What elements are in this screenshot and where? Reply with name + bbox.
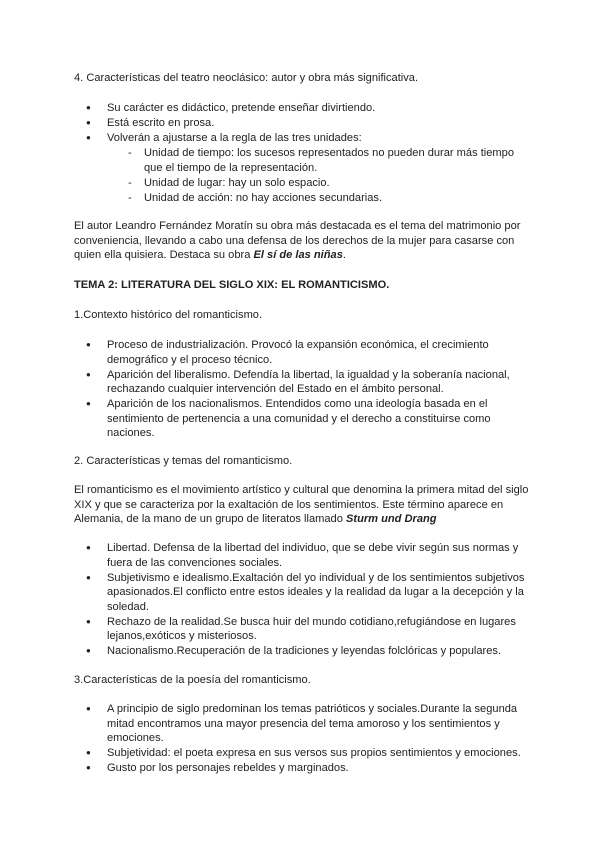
list-item: ● Aparición de los nacionalismos. Entendidos como una ideología basada en el sentimiento de pertenencia a una comunidad y el derecho a constituirse como naciones. [84,397,530,441]
list-item: ● A principio de siglo predominan los temas patrióticos y sociales.Durante la segunda mitad encontramos una mayor presencia del tema amoroso y los sentimientos y emociones. [84,702,530,746]
list-item: ● Rechazo de la realidad.Se busca huir del mundo cotidiano,refugiándose en lugares lejanos,exóticos y misteriosos. [84,615,530,644]
characteristics-intro [74,483,530,527]
list-item: ● Aparición del liberalismo. Defendía la libertad, la igualdad y la soberanía nacional, rechazando cualquier intervención del Estado en el ámbito personal. [84,368,530,397]
list-item: ● Subjetividad: el poeta expresa en sus versos sus propios sentimientos y emociones. [84,746,530,761]
list-item: ● Proceso de industrialización. Provocó la expansión económica, el crecimiento demográfico y el proceso técnico. [84,338,530,367]
list-item: - Unidad de lugar: hay un solo espacio. [128,176,530,191]
list-item: ● Nacionalismo.Recuperación de la tradiciones y leyendas folclóricas y populares. [84,644,530,659]
author-paragraph-text: El autor Leandro Fernández Moratín su obra más destacada es el tema del matrimonio por conveniencia, llevando a cabo una defensa de los derechos de la mujer para casarse con quien ella quisiera. Destaca su obra [74,220,521,261]
poetry-bullet-list [84,702,530,776]
poetry-heading: 3.Características de la poesía del romanticismo. [74,674,311,686]
list-item: ● Libertad. Defensa de la libertad del individuo, que se debe vivir según sus normas y fuera de las convenciones sociales. [84,541,530,570]
list-item: ● Gusto por los personajes rebeldes y marginados. [84,761,530,776]
characteristics-intro-text: El romanticismo es el movimiento artístico y cultural que denomina la primera mitad del siglo XIX y que se caracteriza por la exaltación de los sentimientos. Este término aparece en Alemania, de la mano de un grupo de literatos llamado [74,484,529,525]
neoclassic-bullet-list [84,101,530,146]
author-paragraph [74,219,530,263]
group-name: Sturm und Drang [345,513,437,525]
list-item: ● Su carácter es didáctico, pretende enseñar divirtiendo. [84,101,530,116]
work-title: El sí de las niñas [253,249,343,261]
list-item: ● Volverán a ajustarse a la regla de las tres unidades: [84,131,530,146]
characteristics-bullet-list [84,541,530,659]
author-paragraph-end: . [342,249,346,261]
list-item: - Unidad de tiempo: los sucesos representados no pueden durar más tiempo que el tiempo de la representación. [128,146,530,175]
list-item: - Unidad de acción: no hay acciones secundarias. [128,191,530,206]
context-bullet-list [84,338,530,441]
characteristics-heading: 2. Características y temas del romanticismo. [74,455,293,467]
tema2-title: TEMA 2: LITERATURA DEL SIGLO XIX: EL ROMANTICISMO. [74,279,390,291]
unities-dash-list [128,146,530,206]
list-item: ● Subjetivismo e idealismo.Exaltación del yo individual y de los sentimientos subjetivos apasionados.El conflicto entre estos ideales y la realidad da lugar a la decepción y la soledad. [84,571,530,615]
neoclassic-heading: 4. Características del teatro neoclásico: autor y obra más significativa. [74,72,419,84]
context-heading: 1.Contexto histórico del romanticismo. [74,309,263,321]
list-item: ● Está escrito en prosa. [84,116,530,131]
